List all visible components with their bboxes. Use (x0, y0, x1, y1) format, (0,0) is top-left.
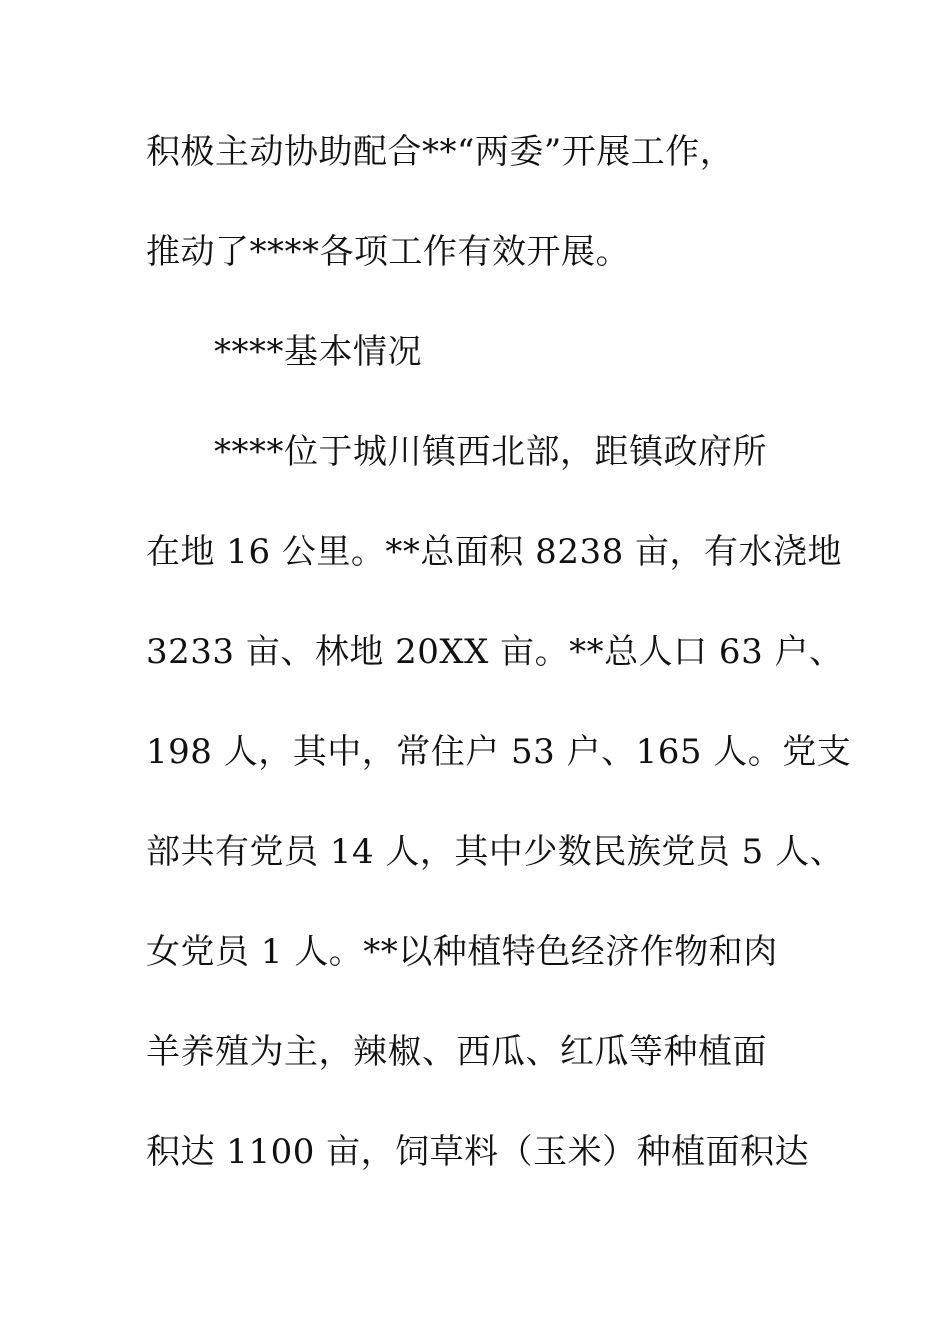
paragraph-first-line: ****位于城川镇西北部，距镇政府所 (214, 432, 767, 472)
text-line: 女党员 1 人。**以种植特色经济作物和肉 (146, 932, 778, 972)
text-line: 推动了****各项工作有效开展。 (146, 232, 630, 272)
text-line: 198 人，其中，常住户 53 户、165 人。党支 (146, 732, 852, 772)
text-line: 3233 亩、林地 20XX 亩。**总人口 63 户、 (146, 632, 844, 672)
text-line: 在地 16 公里。**总面积 8238 亩，有水浇地 (146, 532, 843, 572)
text-line: 部共有党员 14 人，其中少数民族党员 5 人、 (146, 832, 845, 872)
text-line: 羊养殖为主，辣椒、西瓜、红瓜等种植面 (146, 1032, 767, 1072)
text-line: 积极主动协助配合**“两委”开展工作， (146, 132, 735, 172)
text-line: 积达 1100 亩，饲草料（玉米）种植面积达 (146, 1132, 810, 1172)
section-heading: ****基本情况 (214, 332, 422, 372)
